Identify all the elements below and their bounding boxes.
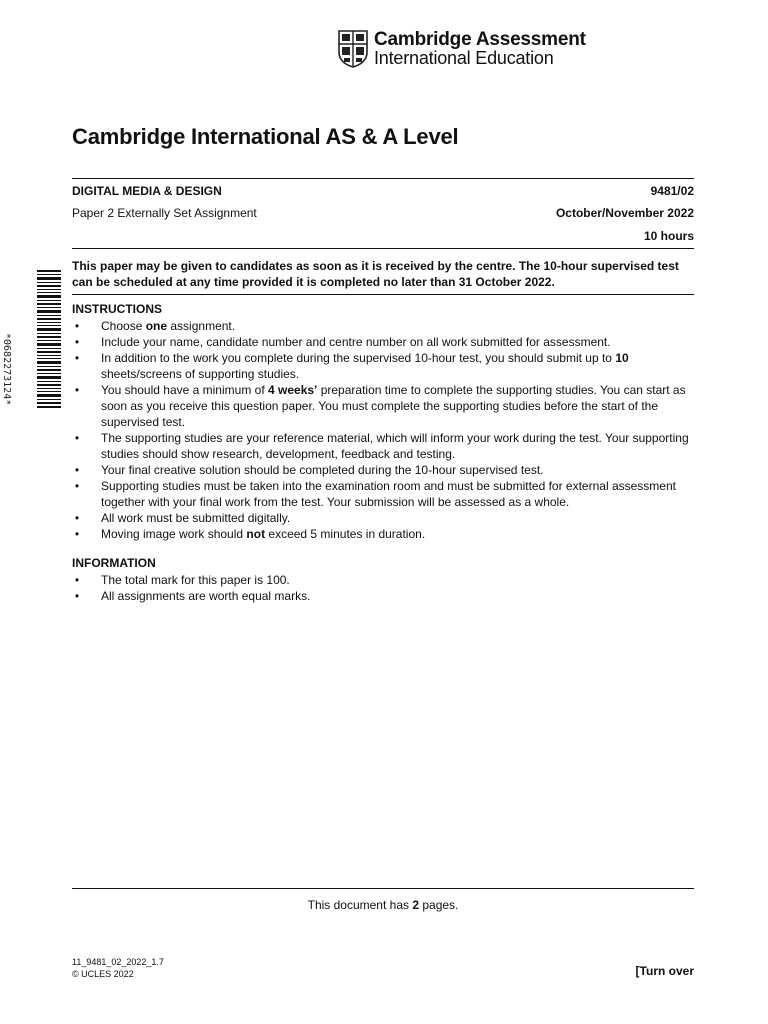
notice-text: This paper may be given to candidates as soon as it is received by the centre. The 10-hour supervised test can be scheduled at any time provided it is completed no later than 31 October 2022.	[72, 259, 679, 289]
page-count-note: This document has 2 pages.	[307, 898, 459, 912]
exam-session: October/November 2022	[555, 206, 694, 220]
document-reference: 11_9481_02_2022_1.7	[72, 957, 164, 967]
list-item: • All work must be submitted digitally.	[72, 510, 694, 526]
information-heading: INFORMATION	[72, 556, 156, 570]
list-item: • Your final creative solution should be completed during the 10-hour supervised test.	[72, 462, 694, 478]
logo-line-2: International Education	[374, 48, 554, 68]
copyright-notice: © UCLES 2022	[72, 969, 134, 979]
list-item: • The supporting studies are your reference material, which will inform your work during the test. Your supporting studies should show research, development, feedback and testing.	[72, 430, 694, 462]
information-list	[72, 572, 694, 604]
bullet-icon	[72, 510, 82, 526]
bullet-icon	[72, 526, 82, 542]
logo-line-1: Cambridge Assessment	[374, 29, 586, 50]
list-item: • Choose one assignment.	[72, 318, 694, 334]
qualification-title: Cambridge International AS & A Level	[72, 124, 459, 149]
paper-row	[72, 206, 694, 220]
bullet-icon	[72, 334, 82, 350]
turn-over-label: [Turn over	[635, 964, 694, 978]
bullet-icon	[72, 382, 82, 398]
bullet-icon	[72, 462, 82, 478]
duration-row	[72, 229, 694, 243]
list-item: • Moving image work should not exceed 5 minutes in duration.	[72, 526, 694, 542]
bullet-icon	[72, 572, 82, 588]
cambridge-logo	[338, 30, 586, 68]
list-item: • All assignments are worth equal marks.	[72, 588, 694, 604]
divider	[72, 248, 694, 249]
bullet-icon	[72, 478, 82, 494]
bullet-icon	[72, 430, 82, 446]
divider	[72, 294, 694, 295]
list-item: • You should have a minimum of 4 weeks’ preparation time to complete the supporting studies. You can start as soon as you receive this question paper. You must complete the supporting studies before the start of the supervised test.	[72, 382, 694, 430]
bullet-icon	[72, 350, 82, 366]
list-item: • Supporting studies must be taken into the examination room and must be submitted for external assessment together with your final work from the test. Your submission will be assessed as a whole.	[72, 478, 694, 510]
document-code	[72, 956, 164, 980]
list-item: • In addition to the work you complete during the supervised 10-hour test, you should submit up to 10 sheets/screens of supporting studies.	[72, 350, 694, 382]
barcode-icon	[37, 270, 61, 408]
paper-name: Paper 2 Externally Set Assignment	[72, 206, 257, 220]
subject-code: 9481/02	[650, 184, 694, 198]
divider	[72, 178, 694, 179]
instructions-list	[72, 318, 694, 542]
subject-name: DIGITAL MEDIA & DESIGN	[72, 184, 222, 198]
bullet-icon	[72, 588, 82, 604]
barcode-number: *0682273124*	[1, 333, 12, 406]
instructions-heading: INSTRUCTIONS	[72, 302, 162, 316]
divider	[72, 888, 694, 889]
list-item: • Include your name, candidate number and centre number on all work submitted for assessment.	[72, 334, 694, 350]
exam-duration: 10 hours	[643, 229, 694, 243]
list-item: • The total mark for this paper is 100.	[72, 572, 694, 588]
bullet-icon	[72, 318, 82, 334]
cambridge-crest-icon	[338, 30, 368, 68]
subject-row	[72, 184, 694, 198]
